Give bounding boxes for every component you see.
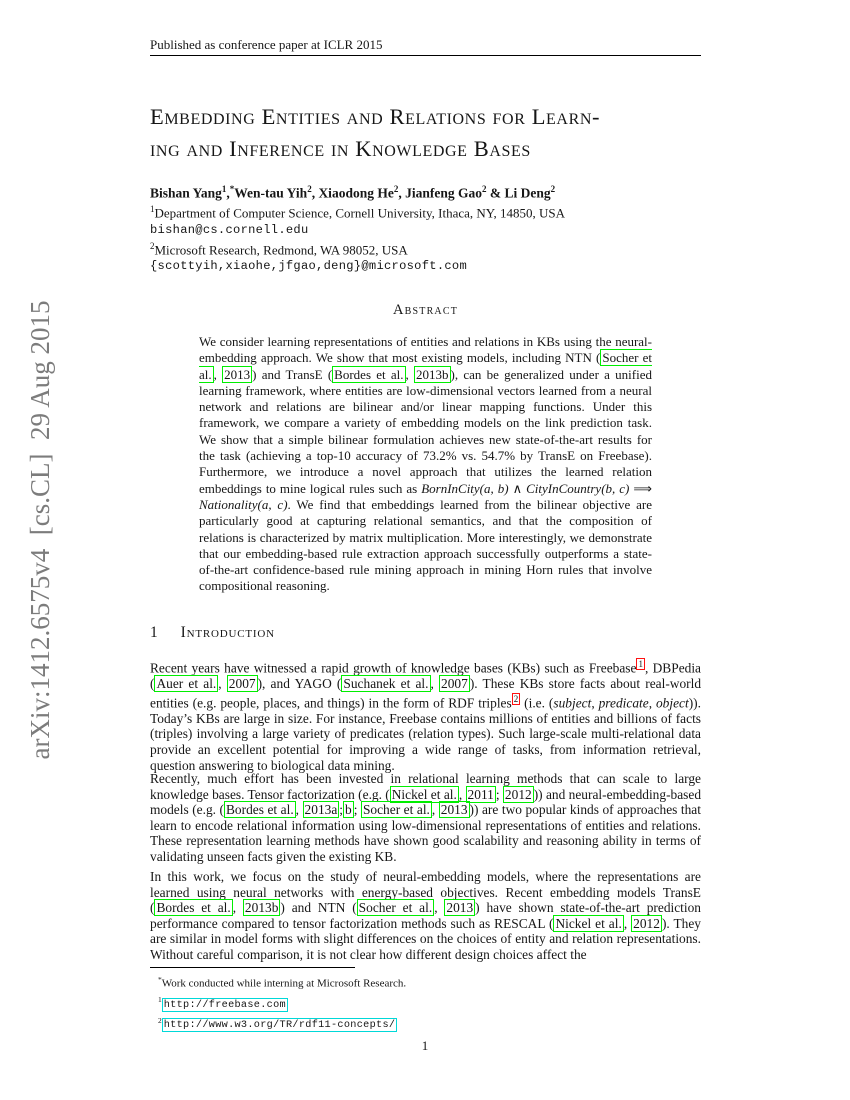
citation-link[interactable]: 2007 <box>228 676 256 692</box>
citation-link[interactable]: b <box>345 802 352 818</box>
abstract-heading: Abstract <box>392 302 459 318</box>
affiliation-microsoft <box>150 239 710 258</box>
text-segment: 1 <box>158 994 162 1004</box>
text-segment: 2 <box>393 184 399 194</box>
text-segment: , DBPedia ( <box>150 660 701 692</box>
footnote-rdf-url <box>150 1013 701 1034</box>
text-segment: We consider learning representations of entities and relations in KBs using the neural-embedding approach. We show that most existing models, including NTN ( <box>199 334 652 366</box>
citation-link[interactable]: 2013 <box>440 802 468 818</box>
citation-link[interactable]: Bordes et al. <box>334 366 404 382</box>
footnote-ref-link[interactable]: 2 <box>513 693 519 704</box>
text-segment: 2 <box>158 1015 162 1025</box>
text-segment: Recent years have witnessed a rapid growth of knowledge bases (KBs) such as Freebase <box>150 660 637 676</box>
footnote-ref-link[interactable]: 1 <box>638 659 643 669</box>
text-segment: ; <box>353 802 361 818</box>
text-segment: . We find that embeddings learned from the bilinear objective are particularly good at capturing relational semantics, and that the composition of relations is characterized by matrix multiplication. More interestingly, we demonstrate that our embedding-based rule extraction approach successfully outperforms a state-of-the-art confidence-based rule mining approach in mining Horn rules that involve compositional reasoning. <box>199 496 652 594</box>
citation-link[interactable]: Nickel et al. <box>555 915 622 931</box>
text-segment: Bishan Yang <box>150 185 222 201</box>
paper-title-line1: Embedding Entities and Relations for Learn- <box>150 104 601 129</box>
text-segment: Li Deng <box>504 185 551 201</box>
text-segment: BornInCity(a, b) ∧ CityInCountry(b, c) ⟹ Nationality(a, c) <box>199 480 652 512</box>
text-segment: Wen-tau Yih <box>234 185 308 201</box>
citation-link[interactable]: Socher et al. <box>358 900 433 916</box>
affiliation-cornell <box>150 202 710 221</box>
text-segment: , <box>591 695 599 711</box>
intro-paragraph-3 <box>150 869 701 963</box>
text-segment: * <box>229 184 235 194</box>
citation-link[interactable]: 2013b <box>416 366 449 382</box>
text-segment: , <box>405 366 415 382</box>
citation-link[interactable]: Bordes et al. <box>226 802 294 818</box>
citation-link[interactable]: 2012 <box>633 915 660 931</box>
citation-link[interactable]: Auer et al. <box>156 676 217 692</box>
text-segment: , <box>218 676 227 692</box>
citation-link[interactable]: Suchanek et al. <box>343 676 429 692</box>
text-segment: 1 <box>150 204 155 214</box>
author-line <box>150 184 710 202</box>
section-heading-introduction <box>150 624 275 642</box>
text-segment: 2 <box>150 240 155 251</box>
text-segment: Microsoft Research, Redmond, WA 98052, USA <box>154 241 408 257</box>
url-link[interactable]: http://www.w3.org/TR/rdf11-concepts/ <box>163 1019 396 1032</box>
paper-title <box>150 101 710 165</box>
text-segment: , <box>434 900 445 916</box>
text-segment: predicate <box>598 695 649 711</box>
citation-link[interactable]: 2013b <box>244 900 279 916</box>
citation-link[interactable]: 2011 <box>467 786 494 802</box>
text-segment: ), can be generalized under a unified learning framework, where entities are low-dimensional vectors learned from a neural network and relations are bilinear and/or linear mapping functions. Under this framework, we compare a variety of embedding models on the link prediction task. We show that a simple bilinear formulation achieves new state-of-the-art results for the task (achieving a top-10 accuracy of 73.2% vs. 54.7% by TransE on Freebase). Furthermore, we introduce a novel approach that utilizes the learned relation embeddings to mine logical rules such as <box>199 366 652 496</box>
text-segment: , <box>398 185 406 201</box>
citation-link[interactable]: 2007 <box>441 676 468 692</box>
citation-link[interactable]: 2013 <box>224 366 251 382</box>
citation-link[interactable]: 2013a <box>304 802 338 818</box>
email-cornell <box>150 221 710 239</box>
citation-link[interactable]: Socher et al. <box>362 802 430 818</box>
footnotes-block <box>150 972 701 1034</box>
running-header: Published as conference paper at ICLR 2015 <box>150 37 383 52</box>
page-number: 1 <box>421 1038 429 1053</box>
footnote-rule <box>150 967 355 968</box>
text-segment: & <box>486 185 505 201</box>
text-segment: , <box>430 676 440 692</box>
text-segment: ). They are similar in model forms with slight differences on the choices of entity and relation representations. Without careful comparison, it is not clear how different design choices affect the <box>150 915 701 962</box>
text-segment: , <box>648 695 656 711</box>
footnote-thanks <box>150 972 701 992</box>
url-link[interactable]: http://freebase.com <box>163 998 286 1011</box>
text-segment: , <box>226 185 230 201</box>
abstract-text <box>199 334 652 595</box>
text-segment: , <box>623 915 632 931</box>
text-segment: Department of Computer Science, Cornell University, Ithaca, NY, 14850, USA <box>154 205 565 221</box>
text-segment: , <box>311 185 319 201</box>
intro-paragraph-1 <box>150 657 701 773</box>
text-segment: Jianfeng Gao <box>405 185 482 201</box>
text-segment: Work conducted while interning at Microsoft Research. <box>161 977 407 990</box>
text-segment: )). Today’s KBs are large in size. For instance, Freebase contains millions of entities and billions of facts (triples) involving a large variety of predicates (relation types). Such large-scale multi-relational data provide an excellent potential for improving a wide range of tasks, from information retrieval, question answering to biological data mining. <box>150 695 701 773</box>
text-segment: )) are two popular kinds of approaches that learn to encode relational information using low-dimensional representations of entities and relations. These representation learning methods have shown good scalability and reasoning ability in terms of validating unseen facts given the existing KB. <box>150 802 701 864</box>
text-segment: 2 <box>307 184 312 194</box>
text-segment: ) and TransE ( <box>252 366 333 382</box>
header-rule <box>150 55 701 56</box>
text-segment: , <box>431 802 439 818</box>
section-number: 1 <box>150 624 158 641</box>
text-segment: object <box>655 695 689 711</box>
text-segment: ; <box>339 802 344 818</box>
text-segment: , <box>458 786 466 802</box>
text-segment: ; <box>495 786 503 802</box>
text-segment: ). These KBs store facts about real-world entities (e.g. people, places, and things) in the form of RDF triples <box>150 676 702 711</box>
affiliations-block <box>150 202 710 275</box>
text-segment: )) and neural-embedding-based models (e.g. ( <box>150 786 702 818</box>
section-title: Introduction <box>180 624 275 641</box>
footnote-freebase-url <box>150 992 701 1013</box>
citation-link[interactable]: Bordes et al. <box>156 900 231 916</box>
paper-title-line2: ing and Inference in Knowledge Bases <box>150 136 531 161</box>
intro-paragraph-2 <box>150 771 701 865</box>
arxiv-watermark-strip <box>0 0 80 1100</box>
text-segment: ), and YAGO ( <box>257 676 342 692</box>
text-segment: Xiaodong He <box>318 185 394 201</box>
text-segment: , <box>213 366 223 382</box>
text-segment: {scottyih,xiaohe,jfgao,deng}@microsoft.com <box>150 259 468 274</box>
text-segment: 2 <box>481 184 487 194</box>
text-segment: In this work, we focus on the study of neural-embedding models, where the representations are learned using neural networks with energy-based objectives. Recent embedding models TransE ( <box>150 869 701 916</box>
text-segment: 2 <box>550 184 556 194</box>
arxiv-identifier: arXiv:1412.6575v4 [cs.CL] 29 Aug 2015 <box>24 300 55 760</box>
citation-link[interactable]: Socher et al. <box>199 350 652 382</box>
citation-link[interactable]: 2013 <box>446 900 474 916</box>
text-segment: ) have shown state-of-the-art prediction performance compared to tensor factorization methods such as RESCAL ( <box>150 900 702 931</box>
email-microsoft <box>150 257 710 275</box>
text-segment: ) and NTN ( <box>280 900 357 916</box>
text-segment: bishan@cs.cornell.edu <box>150 222 309 237</box>
text-segment: Recently, much effort has been invested in relational learning methods that can scale to large knowledge bases. Tensor factorization (e.g. ( <box>150 771 701 802</box>
text-segment: * <box>158 975 162 984</box>
citation-link[interactable]: Nickel et al. <box>391 786 457 802</box>
citation-link[interactable]: 2012 <box>504 786 532 802</box>
text-segment: (i.e. ( <box>520 695 554 711</box>
text-segment: , <box>295 802 303 818</box>
text-segment: subject <box>553 695 592 711</box>
text-segment: 1 <box>221 184 227 194</box>
text-segment: , <box>232 900 243 916</box>
